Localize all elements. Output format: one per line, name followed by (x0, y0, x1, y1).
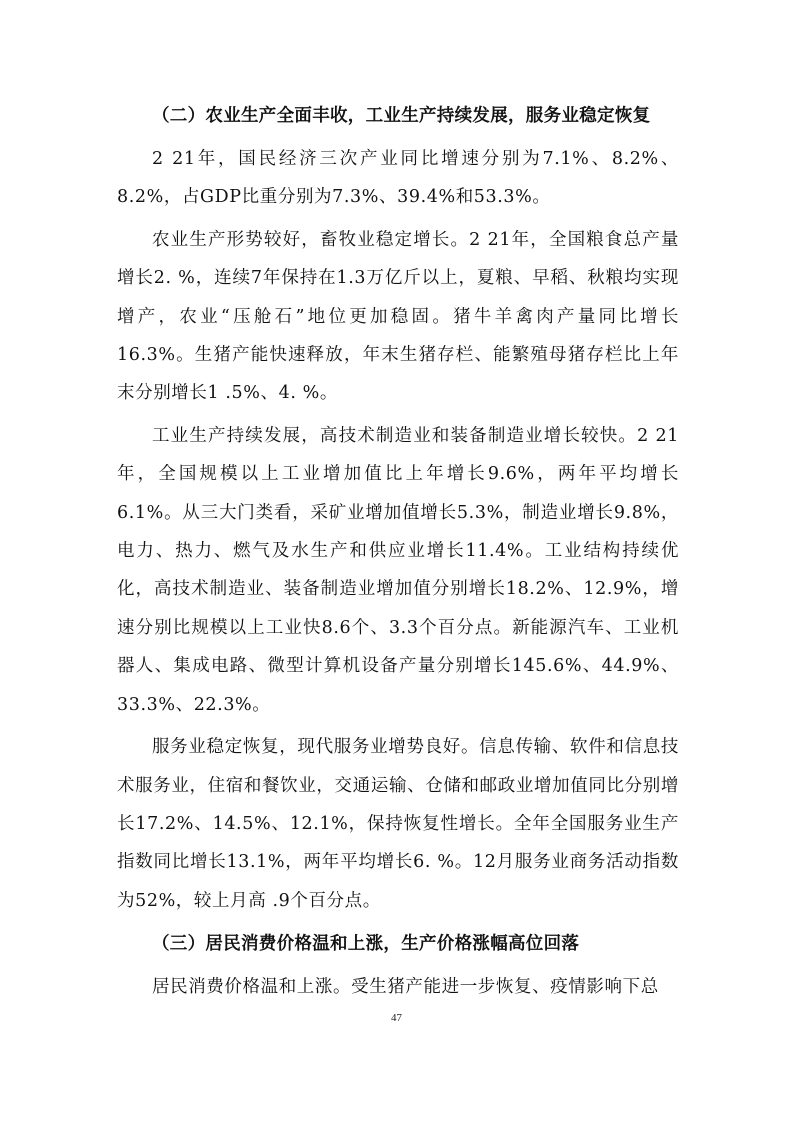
paragraph: 工业生产持续发展，高技术制造业和装备制造业增长较快。2 21年，全国规模以上工业增加值比上年增长9.6%，两年平均增长6.1%。从三大门类看，采矿业增加值增长5.3%，制造业增长9.8%，电力、热力、燃气及水生产和供应业增长11.4%。工业结构持续优化，高技术制造业、装备制造业增加值分别增长18.2%、12.9%，增速分别比规模以上工业快8.6个、3.3个百分点。新能源汽车、工业机器人、集成电路、微型计算机设备产量分别增长145.6%、44.9%、33.3%、22.3%。 (117, 425, 679, 715)
section-3 (117, 924, 679, 1006)
section-heading: （三）居民消费价格温和上涨，生产价格涨幅高位回落 (152, 934, 580, 955)
section-2 (117, 96, 679, 920)
paragraph: 2 21年，国民经济三次产业同比增速分别为7.1%、8.2%、8.2%，占GDP比重分别为7.3%、39.4%和53.3%。 (117, 149, 679, 208)
paragraph: 农业生产形势较好，畜牧业稳定增长。2 21年，全国粮食总产量增长2. %，连续7年保持在1.3万亿斤以上，夏粮、早稻、秋粮均实现增产，农业“压舱石”地位更加稳固。猪牛羊禽肉产量同比增长16.3%。生猪产能快速释放，年末生猪存栏、能繁殖母猪存栏比上年末分别增长1 .5%、4. %。 (117, 229, 679, 404)
document-page (117, 96, 679, 1007)
page-number: 47 (391, 1012, 402, 1024)
section-heading: （二）农业生产全面丰收，工业生产持续发展，服务业稳定恢复 (152, 106, 651, 126)
paragraph: 居民消费价格温和上涨。受生猪产能进一步恢复、疫情影响下总 (152, 977, 659, 998)
paragraph: 服务业稳定恢复，现代服务业增势良好。信息传输、软件和信息技术服务业，住宿和餐饮业，交通运输、仓储和邮政业增加值同比分别增长17.2%、14.5%、12.1%，保持恢复性增长。全年全国服务业生产指数同比增长13.1%，两年平均增长6. %。12月服务业商务活动指数为52%，较上月高 .9个百分点。 (117, 737, 679, 911)
